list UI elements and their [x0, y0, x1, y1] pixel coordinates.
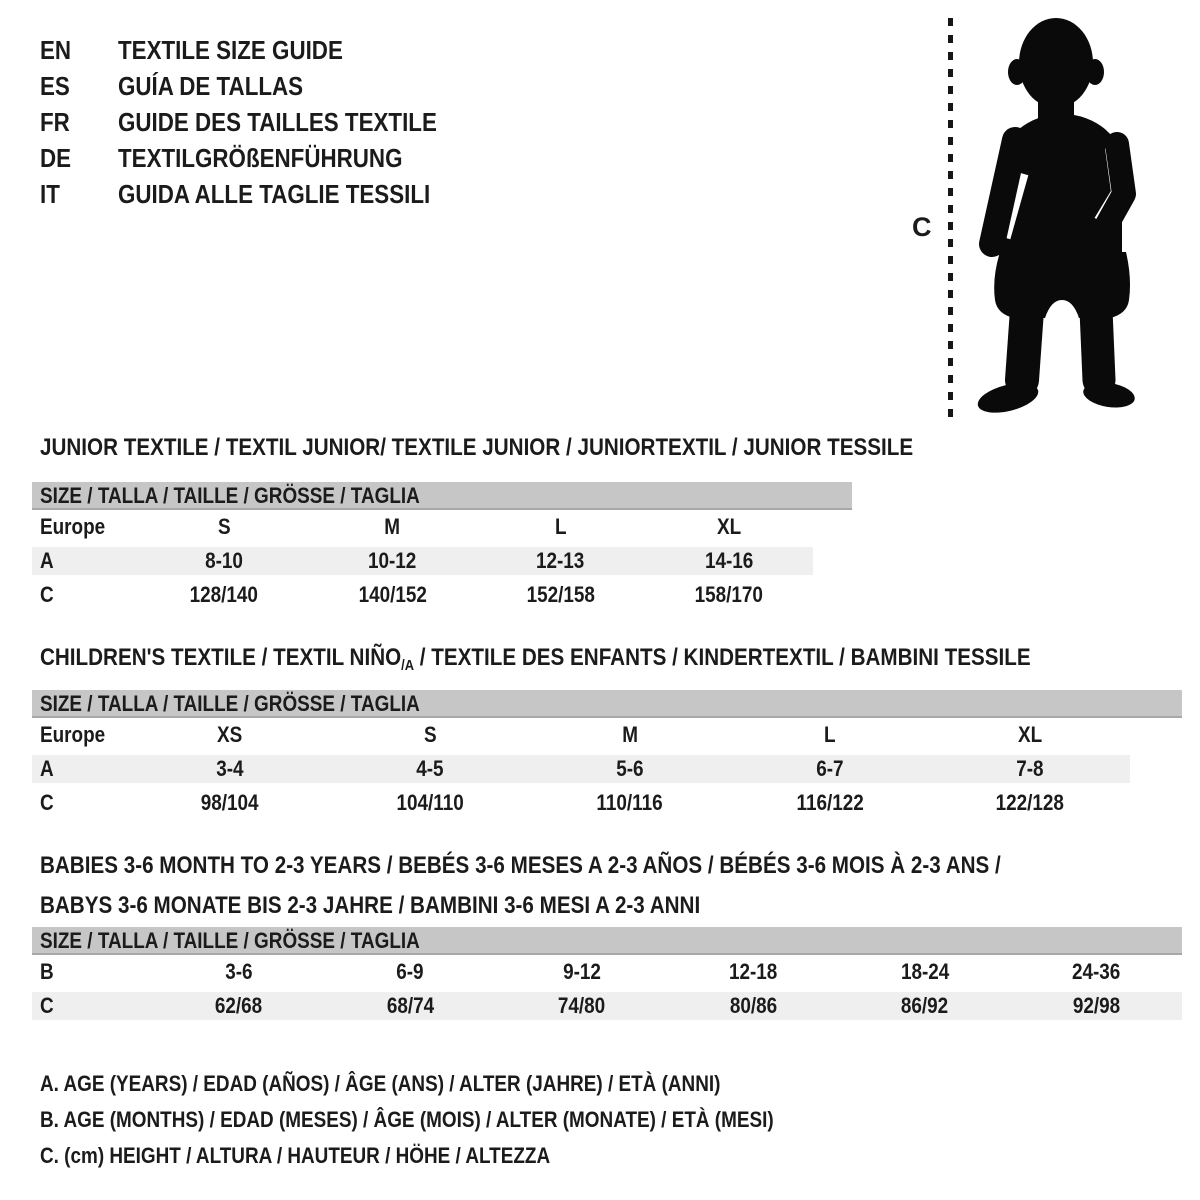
language-row-en: [40, 32, 489, 68]
height-cell: 98/104: [201, 790, 259, 815]
language-list: [40, 32, 489, 212]
age-cell: 3-4: [216, 756, 244, 781]
children-section-title: [40, 644, 1192, 675]
language-row-de: [40, 140, 489, 176]
size-cell: M: [622, 722, 638, 747]
language-code: DE: [40, 142, 72, 173]
height-cell: 68/74: [386, 993, 434, 1018]
language-row-fr: [40, 104, 489, 140]
age-cell: 14-16: [704, 548, 754, 573]
size-cell: L: [824, 722, 836, 747]
height-cell: 62/68: [215, 993, 263, 1018]
months-cell: 6-9: [396, 959, 424, 984]
legend: [40, 1066, 893, 1174]
language-code: EN: [40, 34, 72, 65]
height-cell: 152/158: [526, 582, 595, 607]
height-cell: 104/110: [396, 790, 464, 815]
children-height-row: [32, 786, 1182, 820]
size-cell: L: [554, 514, 567, 539]
babies-title-line1: BABIES 3-6 MONTH TO 2-3 YEARS / BEBÉS 3-6 MESES A 2-3 AÑOS / BÉBÉS 3-6 MOIS À 2-3 ANS /: [40, 852, 1001, 879]
measure-label-c: C: [912, 212, 932, 242]
children-size-row: [32, 718, 1182, 752]
babies-table-header: SIZE / TALLA / TAILLE / GRÖSSE / TAGLIA: [32, 927, 1182, 955]
age-cell: 7-8: [1016, 756, 1044, 781]
junior-size-table: [32, 482, 852, 612]
height-measure-line: [948, 18, 953, 418]
language-title: GUIDA ALLE TAGLIE TESSILI: [118, 178, 431, 209]
children-age-row: [32, 752, 1182, 786]
language-code: IT: [40, 178, 60, 209]
language-title: GUIDE DES TAILLES TEXTILE: [118, 106, 437, 137]
language-title: TEXTILE SIZE GUIDE: [118, 34, 343, 65]
age-cell: 10-12: [368, 548, 417, 573]
row-label: Europe: [40, 514, 106, 539]
children-table-header: SIZE / TALLA / TAILLE / GRÖSSE / TAGLIA: [32, 690, 1182, 718]
legend-item-b: B. AGE (MONTHS) / EDAD (MESES) / ÂGE (MOIS) / ALTER (MONATE) / ETÀ (MESI): [40, 1107, 774, 1132]
junior-size-row: [32, 510, 852, 544]
row-label: B: [40, 959, 54, 984]
size-cell: XS: [217, 722, 243, 747]
babies-title-line2: BABYS 3-6 MONATE BIS 2-3 JAHRE / BAMBINI 3-6 MESI A 2-3 ANNI: [40, 892, 701, 919]
babies-size-table: [32, 927, 1182, 1023]
size-cell: XL: [716, 514, 741, 539]
language-code: ES: [40, 70, 70, 101]
age-cell: 8-10: [205, 548, 244, 573]
height-cell: 86/92: [901, 993, 949, 1018]
junior-height-row: [32, 578, 852, 612]
months-cell: 3-6: [225, 959, 253, 984]
height-cell: 122/128: [995, 790, 1065, 815]
row-label: A: [40, 756, 54, 781]
children-title-subscript: /A: [401, 657, 415, 674]
height-cell: 128/140: [189, 582, 259, 607]
row-label: C: [40, 582, 54, 607]
babies-section-title: [40, 846, 1157, 926]
months-cell: 9-12: [562, 959, 601, 984]
height-cell: 110/116: [596, 790, 664, 815]
language-title: TEXTILGRÖßENFÜHRUNG: [118, 142, 403, 173]
legend-item-a: A. AGE (YEARS) / EDAD (AÑOS) / ÂGE (ANS) / ALTER (JAHRE) / ETÀ (ANNI): [40, 1071, 721, 1096]
height-cell: 74/80: [558, 993, 606, 1018]
age-cell: 4-5: [416, 756, 444, 781]
language-code: FR: [40, 106, 70, 137]
height-cell: 80/86: [729, 993, 777, 1018]
toddler-silhouette-icon: [966, 16, 1136, 420]
age-cell: 5-6: [616, 756, 644, 781]
months-cell: 24-36: [1072, 959, 1121, 984]
babies-height-row: [32, 989, 1182, 1023]
height-cell: 92/98: [1072, 993, 1120, 1018]
children-size-table: [32, 690, 1182, 820]
height-cell: 140/152: [358, 582, 427, 607]
height-cell: 158/170: [694, 582, 764, 607]
language-row-es: [40, 68, 489, 104]
size-cell: S: [423, 722, 437, 747]
junior-age-row: [32, 544, 852, 578]
age-cell: 6-7: [816, 756, 844, 781]
height-cell: 116/122: [796, 790, 864, 815]
row-label: Europe: [40, 722, 106, 747]
babies-months-row: [32, 955, 1182, 989]
size-cell: S: [217, 514, 231, 539]
language-row-it: [40, 176, 489, 212]
row-label: C: [40, 993, 54, 1018]
legend-item-c: C. (cm) HEIGHT / ALTURA / HAUTEUR / HÖHE / ALTEZZA: [40, 1143, 551, 1168]
junior-section-title: JUNIOR TEXTILE / TEXTIL JUNIOR/ TEXTILE JUNIOR / JUNIORTEXTIL / JUNIOR TESSILE: [40, 434, 914, 461]
language-title: GUÍA DE TALLAS: [118, 70, 304, 101]
age-cell: 12-13: [536, 548, 585, 573]
children-title-rest: / TEXTILE DES ENFANTS / KINDERTEXTIL / BAMBINI TESSILE: [414, 644, 1031, 671]
row-label: A: [40, 548, 54, 573]
junior-table-header: SIZE / TALLA / TAILLE / GRÖSSE / TAGLIA: [32, 482, 852, 510]
size-cell: XL: [1017, 722, 1043, 747]
children-title-main: CHILDREN'S TEXTILE / TEXTIL NIÑO: [40, 644, 402, 671]
months-cell: 18-24: [900, 959, 949, 984]
months-cell: 12-18: [729, 959, 778, 984]
size-cell: M: [384, 514, 401, 539]
row-label: C: [40, 790, 54, 815]
